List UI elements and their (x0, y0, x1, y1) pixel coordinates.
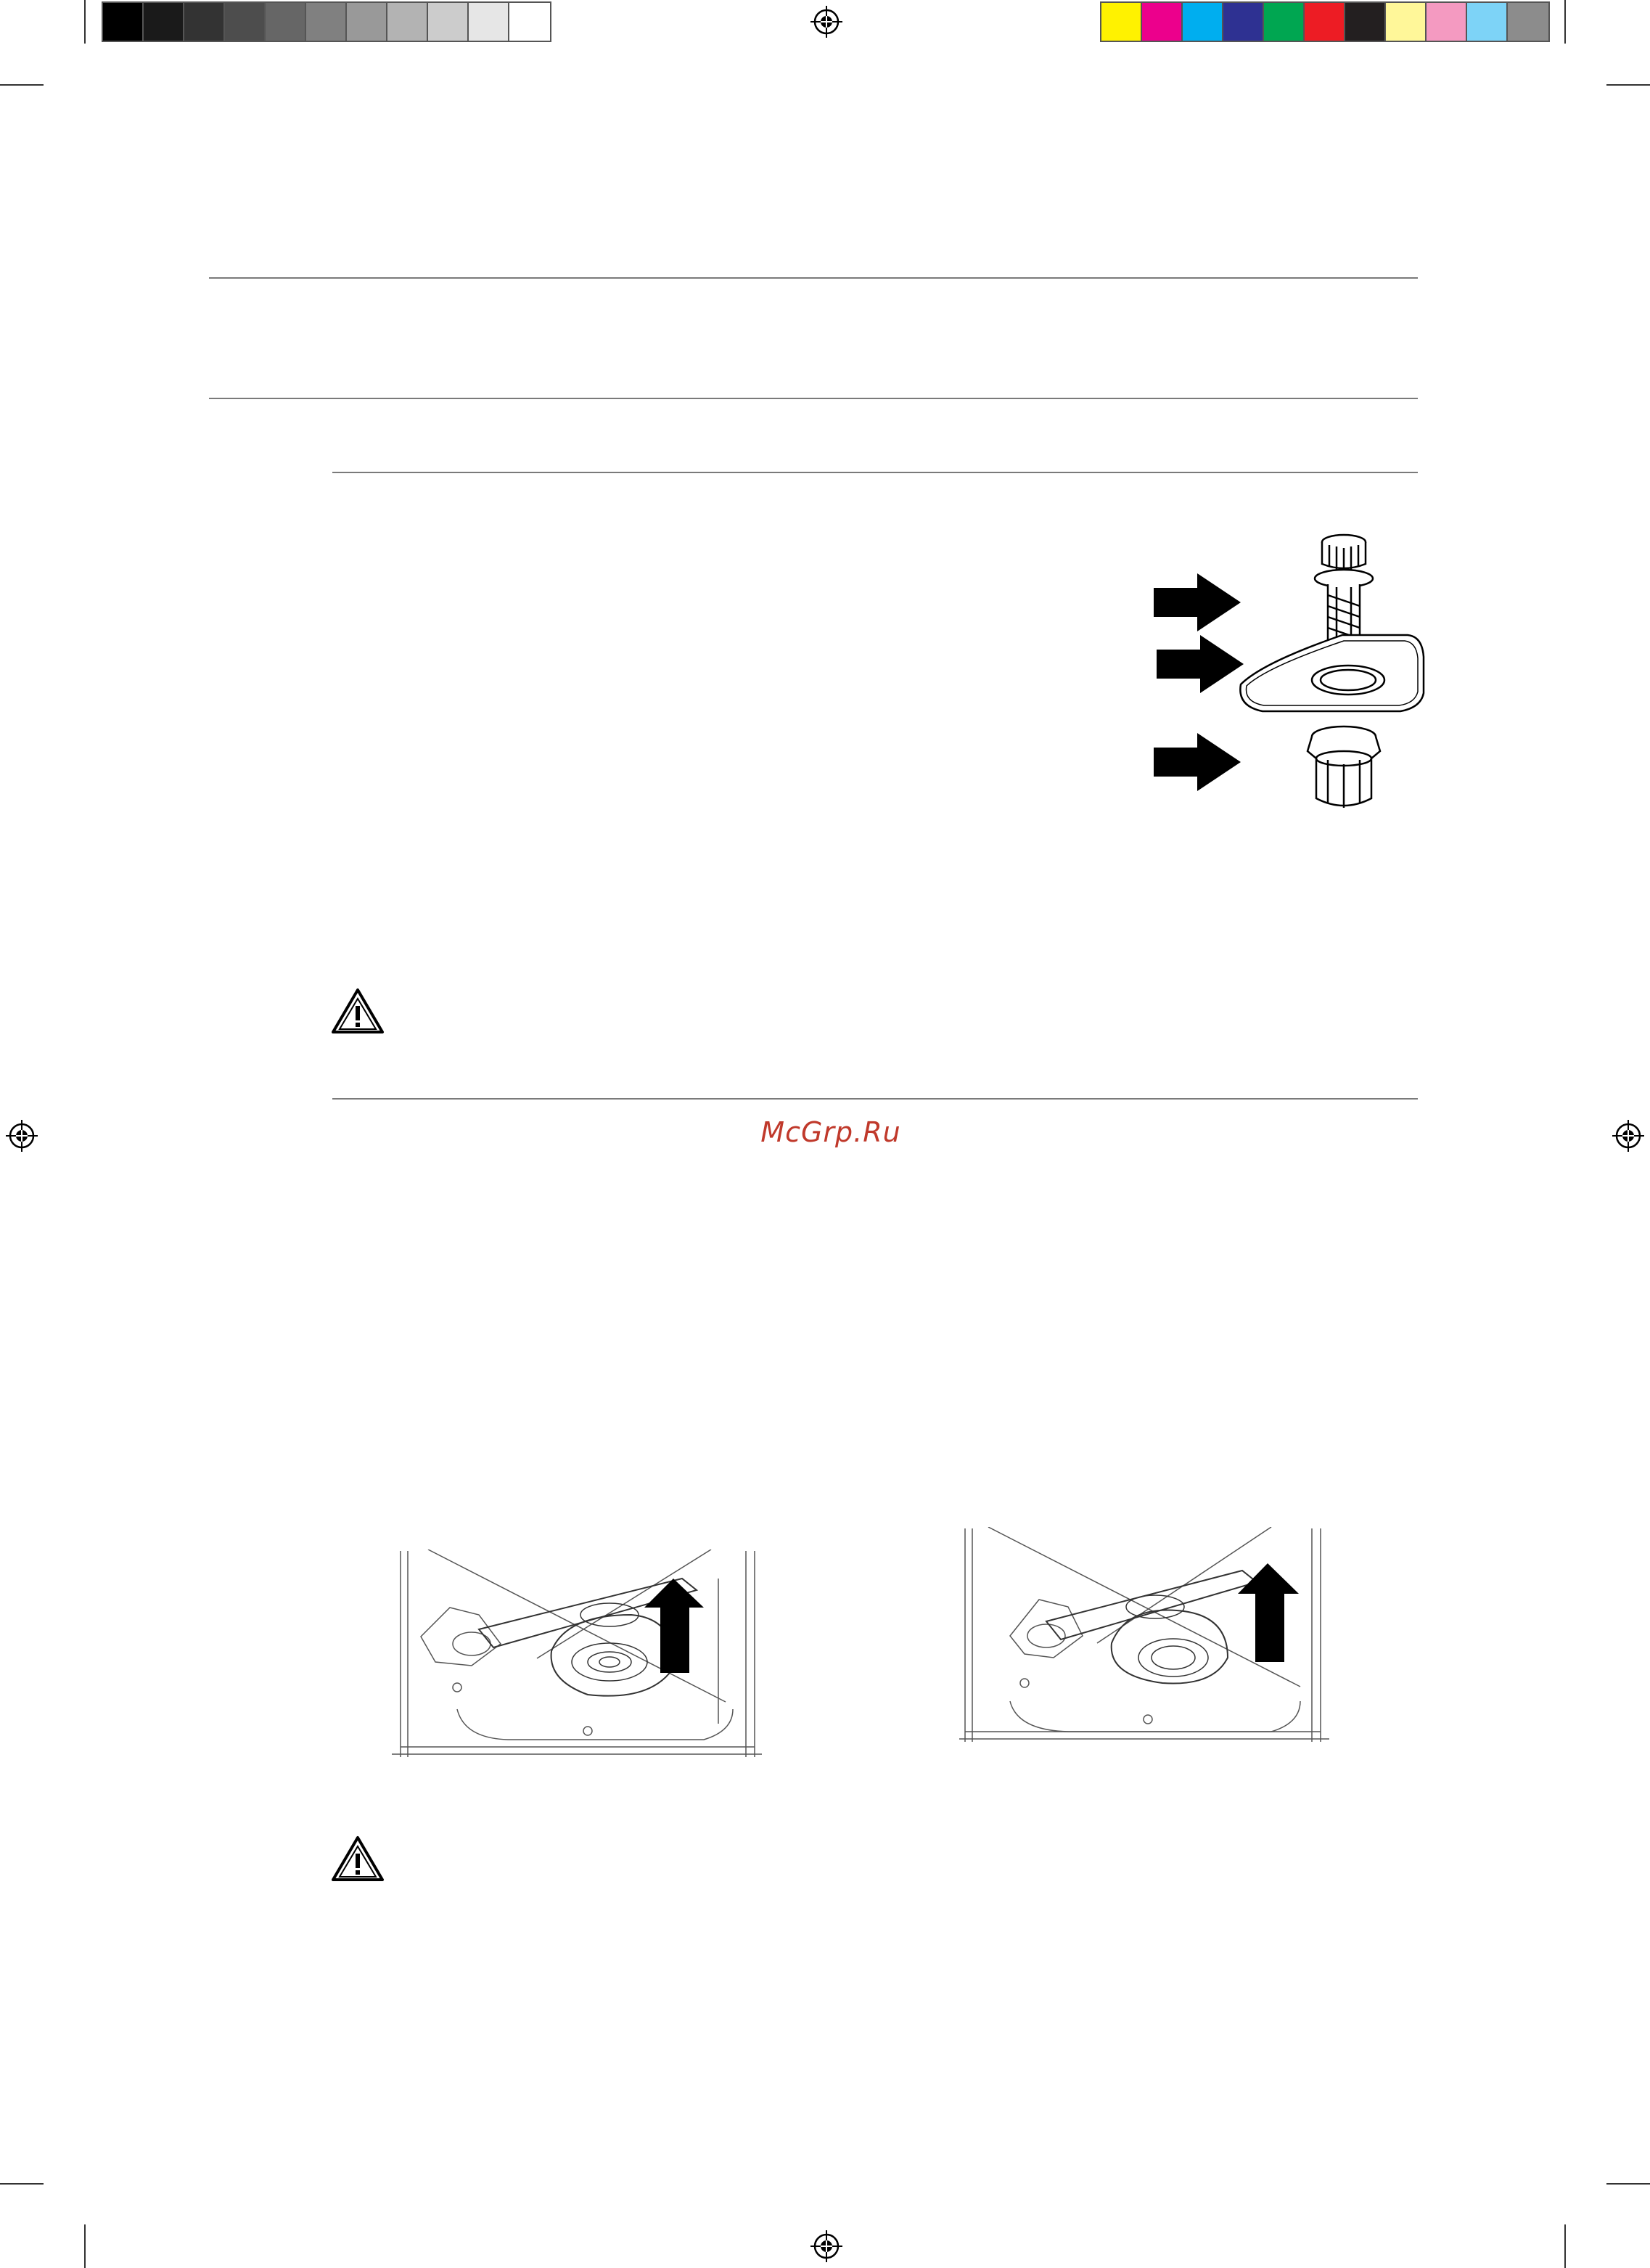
color-swatch (1386, 3, 1427, 41)
registration-mark-icon (6, 1120, 38, 1152)
right-arrow-icon (1157, 635, 1244, 693)
color-swatch (1101, 3, 1142, 41)
color-swatch (306, 3, 347, 41)
color-swatch-bar (1100, 1, 1550, 42)
crop-mark (1564, 2224, 1566, 2268)
crop-mark (0, 2183, 44, 2185)
registration-mark-icon (1612, 1120, 1644, 1152)
color-swatch (428, 3, 469, 41)
color-swatch (144, 3, 184, 41)
crop-mark (0, 84, 44, 86)
color-swatch (1345, 3, 1386, 41)
color-swatch (225, 3, 266, 41)
right-arrow-icon (1154, 573, 1241, 631)
filter-assembly-figure (1154, 526, 1429, 831)
crop-mark (84, 0, 86, 44)
registration-mark-icon (810, 2230, 842, 2262)
color-swatch (103, 3, 144, 41)
grayscale-swatch-bar (102, 1, 551, 42)
registration-mark-icon (810, 6, 842, 38)
warning-triangle-icon (331, 1835, 385, 1883)
color-swatch (1183, 3, 1223, 41)
spray-arm-removal-figure (959, 1527, 1329, 1745)
color-swatch (1223, 3, 1264, 41)
color-swatch (266, 3, 306, 41)
subsection-rule (332, 1098, 1418, 1100)
color-swatch (469, 3, 509, 41)
crop-mark (1606, 84, 1650, 86)
crop-mark (84, 2224, 86, 2268)
color-swatch (347, 3, 387, 41)
color-swatch (184, 3, 225, 41)
up-arrow-icon (1238, 1563, 1299, 1662)
color-swatch (1305, 3, 1345, 41)
up-arrow-icon (644, 1579, 704, 1673)
section-rule-top (209, 277, 1418, 279)
crop-mark (1564, 0, 1566, 44)
color-swatch (1508, 3, 1548, 41)
color-swatch (1142, 3, 1183, 41)
section-rule-bottom (209, 398, 1418, 399)
right-arrow-icon (1154, 733, 1241, 791)
color-swatch (1427, 3, 1467, 41)
color-swatch (1264, 3, 1305, 41)
color-swatch (509, 3, 550, 41)
watermark-text: McGrp.Ru (760, 1116, 901, 1148)
color-swatch (1467, 3, 1508, 41)
spray-arm-removal-figure (392, 1549, 762, 1760)
warning-triangle-icon (331, 987, 385, 1035)
color-swatch (387, 3, 428, 41)
subsection-rule (332, 472, 1418, 473)
crop-mark (1606, 2183, 1650, 2185)
